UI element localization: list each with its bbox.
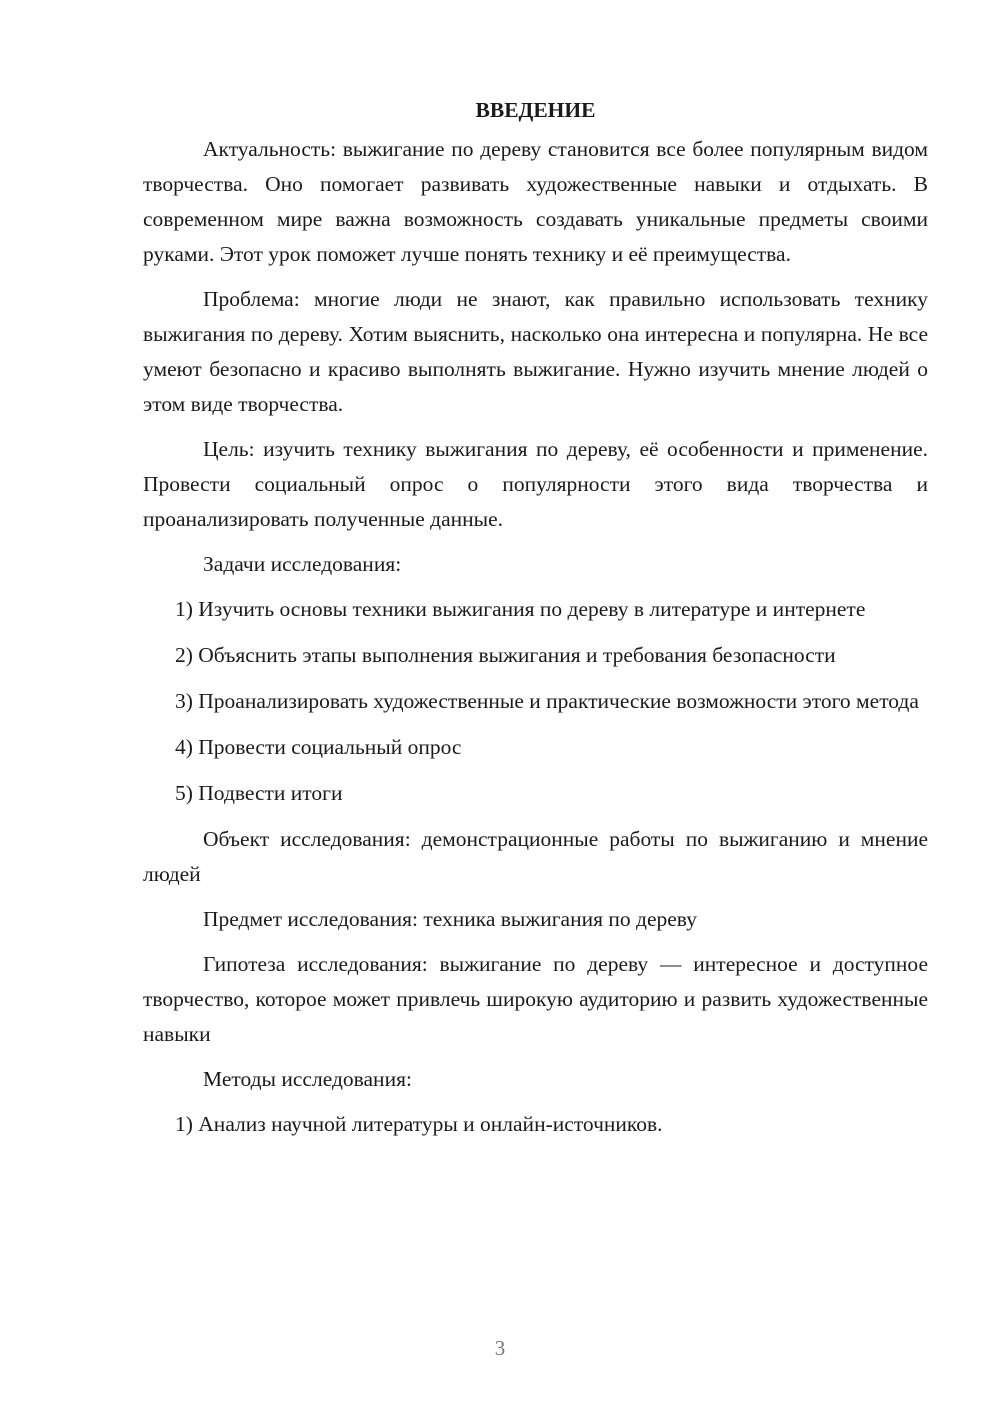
- list-item-task-4: 4) Провести социальный опрос: [175, 735, 462, 759]
- page-number: 3: [494, 1336, 506, 1360]
- paragraph-problem: Проблема: многие люди не знают, как правильно использовать технику выжигания по дереву. Хотим выяснить, насколько она интересна и популярна. Не все умеют безопасно и красиво выполнять выжигание. Нужно изучить мнение людей о этом виде творчества.: [143, 287, 928, 416]
- section-title: ВВЕДЕНИЕ: [475, 98, 596, 122]
- list-item-method-1: 1) Анализ научной литературы и онлайн-источников.: [175, 1112, 663, 1136]
- paragraph-tasks-heading: Задачи исследования:: [203, 552, 402, 576]
- paragraph-goal: Цель: изучить технику выжигания по дереву, её особенности и применение. Провести социальный опрос о популярности этого вида творчества и проанализировать полученные данные.: [143, 437, 928, 531]
- document-page: [143, 90, 928, 1153]
- list-item-task-1: 1) Изучить основы техники выжигания по дереву в литературе и интернете: [175, 597, 866, 621]
- list-item-task-5: 5) Подвести итоги: [175, 781, 343, 805]
- paragraph-methods-heading: Методы исследования:: [203, 1067, 412, 1091]
- list-item-task-3: 3) Проанализировать художественные и практические возможности этого метода: [175, 689, 919, 713]
- paragraph-hypothesis: Гипотеза исследования: выжигание по дереву — интересное и доступное творчество, которое может привлечь широкую аудиторию и развить художественные навыки: [143, 952, 928, 1046]
- paragraph-object: Объект исследования: демонстрационные работы по выжиганию и мнение людей: [143, 827, 928, 886]
- paragraph-relevance: Актуальность: выжигание по дереву становится все более популярным видом творчества. Оно помогает развивать художественные навыки и отдыхать. В современном мире важна возможность создавать уникальные предметы своими руками. Этот урок поможет лучше понять технику и её преимущества.: [143, 137, 928, 266]
- list-item-task-2: 2) Объяснить этапы выполнения выжигания и требования безопасности: [175, 643, 836, 667]
- paragraph-subject: Предмет исследования: техника выжигания по дереву: [203, 907, 697, 931]
